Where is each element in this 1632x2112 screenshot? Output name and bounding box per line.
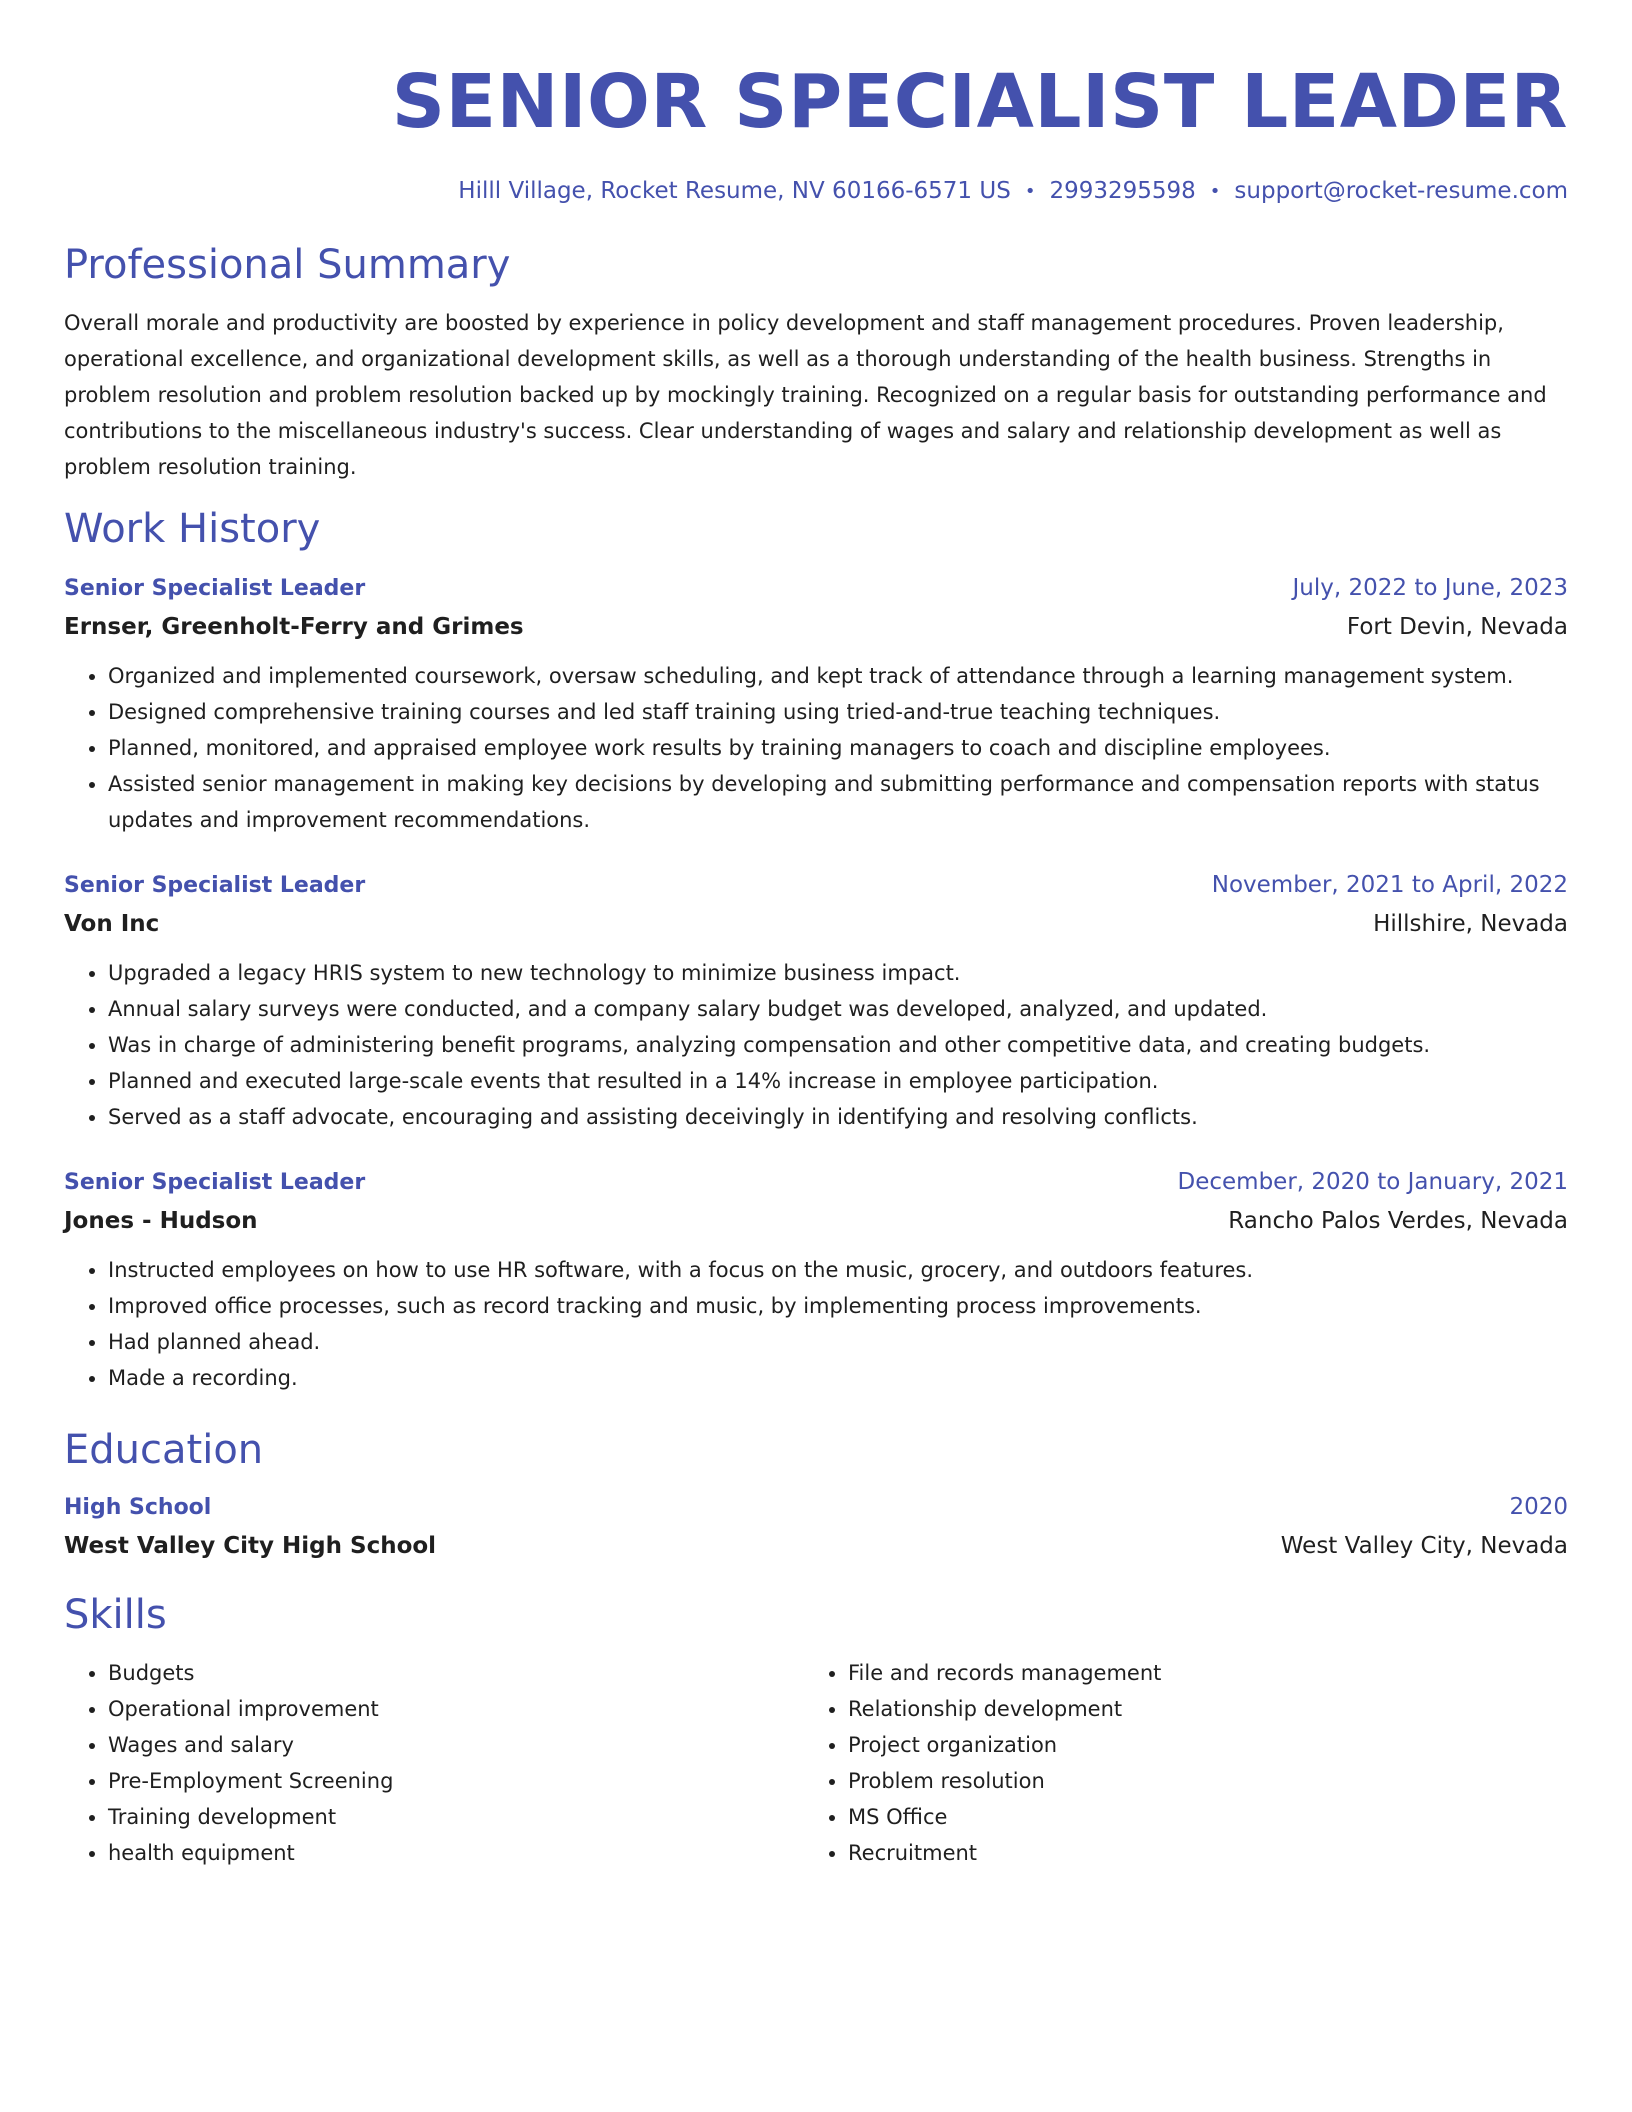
job-bullet: • Was in charge of administering benefit programs, analyzing compensation and other competitive data, and creating budgets.: [108, 1027, 1568, 1063]
job-bullet: • Upgraded a legacy HRIS system to new technology to minimize business impact.: [108, 955, 1568, 991]
job-company: Jones - Hudson: [64, 1207, 258, 1234]
skill-item: • Budgets: [108, 1655, 804, 1691]
skill-item: • Wages and salary: [108, 1727, 804, 1763]
candidate-name: SENIOR SPECIALIST LEADER: [391, 59, 1568, 145]
job-bullet: • Served as a staff advocate, encouraging and assisting deceivingly in identifying and resolving conflicts.: [108, 1099, 1568, 1135]
job-bullet: • Planned, monitored, and appraised employee work results by training managers to coach and discipline employees.: [108, 730, 1568, 766]
job-location: Rancho Palos Verdes, Nevada: [1228, 1207, 1568, 1234]
education-year: 2020: [1509, 1493, 1568, 1520]
job-bullets: [64, 955, 1568, 1135]
job-bullet: • Improved office processes, such as record tracking and music, by implementing process improvements.: [108, 1288, 1568, 1324]
separator-dot: •: [1024, 180, 1036, 202]
separator-dot: •: [1209, 180, 1221, 202]
skill-item: • Relationship development: [848, 1691, 1544, 1727]
skill-item: • Problem resolution: [848, 1763, 1544, 1799]
section-heading-skills: Skills: [64, 1591, 167, 1638]
job-dates: December, 2020 to January, 2021: [1177, 1168, 1568, 1195]
skill-item: • Training development: [108, 1799, 804, 1835]
contact-email[interactable]: support@rocket-resume.com: [1234, 178, 1568, 204]
skill-item: • Pre-Employment Screening: [108, 1763, 804, 1799]
job-bullet: • Organized and implemented coursework, oversaw scheduling, and kept track of attendance through a learning management system.: [108, 658, 1568, 694]
summary-text: Overall morale and productivity are boosted by experience in policy development and staff management procedures. Proven leadership, operational excellence, and organizational development skills, as well as a thorough understanding of the health business. Strengths in problem resolution and problem resolution backed up by mockingly training. Recognized on a regular basis for outstanding performance and contributions to the miscellaneous industry's success. Clear understanding of wages and salary and relationship development as well as problem resolution training.: [64, 310, 1547, 479]
education-degree: High School: [64, 1494, 212, 1520]
job-bullet: • Assisted senior management in making key decisions by developing and submitting performance and compensation reports with status updates and improvement recommendations.: [108, 766, 1568, 838]
section-heading-summary: Professional Summary: [64, 241, 511, 288]
contact-address: Hilll Village, Rocket Resume, NV 60166-6571 US: [458, 178, 1011, 204]
job-dates: July, 2022 to June, 2023: [1292, 574, 1568, 601]
job-bullets: [64, 658, 1568, 838]
job-location: Fort Devin, Nevada: [1346, 613, 1568, 640]
job-dates: November, 2021 to April, 2022: [1211, 871, 1568, 898]
section-heading-education: Education: [64, 1426, 264, 1473]
skills-column-left: [64, 1655, 804, 1871]
contact-line: [64, 176, 1568, 207]
job-location: Hillshire, Nevada: [1373, 910, 1568, 937]
job-bullet: • Had planned ahead.: [108, 1324, 1568, 1360]
job-title: Senior Specialist Leader: [64, 575, 366, 601]
job-bullets: [64, 1252, 1568, 1396]
job-entry: [64, 866, 1568, 1135]
job-entry: [64, 1163, 1568, 1396]
job-bullet: • Annual salary surveys were conducted, and a company salary budget was developed, analyzed, and updated.: [108, 991, 1568, 1027]
job-bullet: • Made a recording.: [108, 1360, 1568, 1396]
skill-item: • File and records management: [848, 1655, 1544, 1691]
education-location: West Valley City, Nevada: [1280, 1532, 1568, 1559]
contact-phone: 2993295598: [1049, 178, 1196, 204]
skill-item: • Recruitment: [848, 1835, 1544, 1871]
job-title: Senior Specialist Leader: [64, 872, 366, 898]
job-bullet: • Instructed employees on how to use HR software, with a focus on the music, grocery, and outdoors features.: [108, 1252, 1568, 1288]
skills-column-right: [804, 1655, 1544, 1871]
job-bullet: • Designed comprehensive training courses and led staff training using tried-and-true teaching techniques.: [108, 694, 1568, 730]
job-entry: [64, 569, 1568, 838]
education-entry: [64, 1488, 1568, 1565]
job-title: Senior Specialist Leader: [64, 1169, 366, 1195]
skill-item: • Operational improvement: [108, 1691, 804, 1727]
education-school: West Valley City High School: [64, 1532, 437, 1559]
job-bullet: • Planned and executed large-scale events that resulted in a 14% increase in employee participation.: [108, 1063, 1568, 1099]
skill-item: • health equipment: [108, 1835, 804, 1871]
job-company: Von Inc: [64, 910, 160, 937]
job-company: Ernser, Greenholt-Ferry and Grimes: [64, 613, 524, 640]
skill-item: • Project organization: [848, 1727, 1544, 1763]
section-heading-work-history: Work History: [64, 505, 321, 552]
skills-grid: [64, 1655, 1568, 1871]
skill-item: • MS Office: [848, 1799, 1544, 1835]
